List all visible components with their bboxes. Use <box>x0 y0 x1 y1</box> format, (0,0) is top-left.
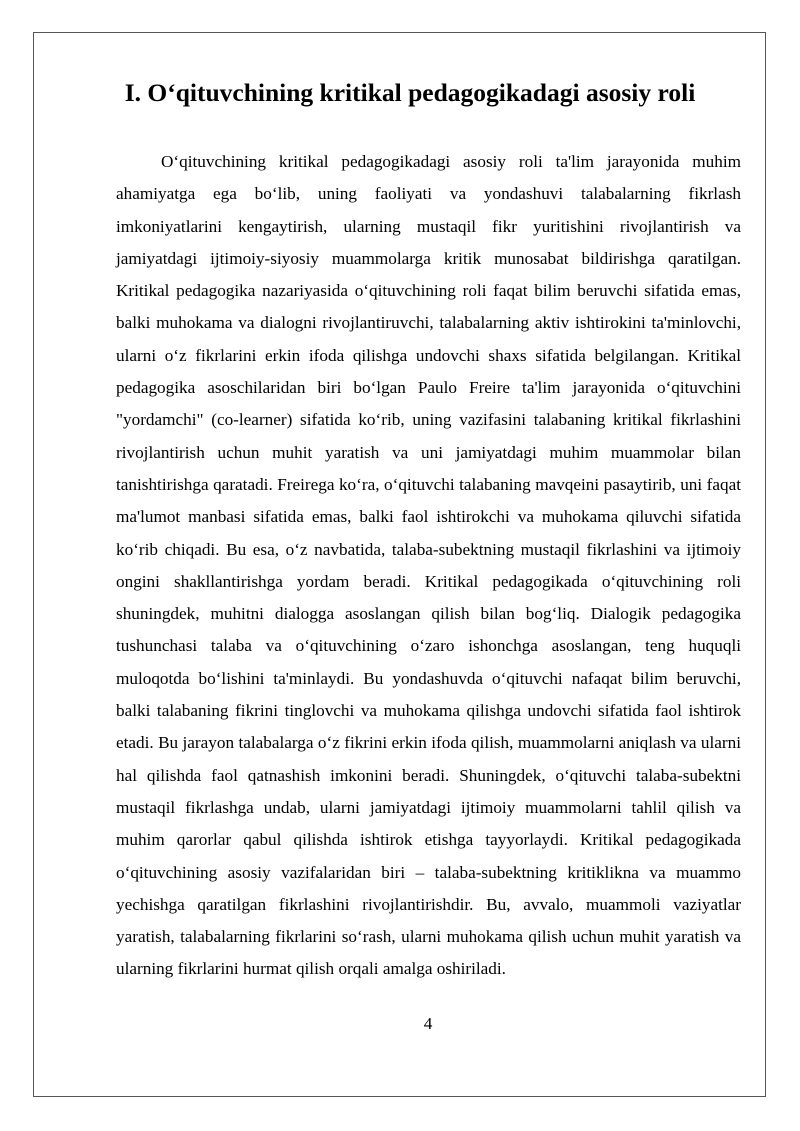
section-title: I. O‘qituvchining kritikal pedagogikadagi asosiy roli <box>124 78 696 107</box>
body-paragraph: O‘qituvchining kritikal pedagogikadagi asosiy roli ta'lim jarayonida muhim ahamiyatga ega bo‘lib, uning faoliyati va yondashuvi talabalarning fikrlash imkoniyatlarini kengaytirish, ularning mustaqil fikr yuritishini rivojlantirish va jamiyatdagi ijtimoiy-siyosiy muammolarga kritik munosabat bildirishga qaratilgan. Kritikal pedagogika nazariyasida o‘qituvchining roli faqat bilim beruvchi sifatida emas, balki muhokama va dialogni rivojlantiruvchi, talabalarning aktiv ishtirokini ta'minlovchi, ularni o‘z fikrlarini erkin ifoda qilishga undovchi shaxs sifatida belgilangan. Kritikal pedagogika asoschilaridan biri bo‘lgan Paulo Freire ta'lim jarayonida o‘qituvchini "yordamchi" (co-learner) sifatida ko‘rib, uning vazifasini talabaning kritikal fikrlashini rivojlantirish uchun muhit yaratish va uni jamiyatdagi muhim muammolar bilan tanishtirishga qaratadi. Freirega ko‘ra, o‘qituvchi talabaning mavqeini pasaytirib, uni faqat ma'lumot manbasi sifatida emas, balki faol ishtirokchi va muhokama qiluvchi sifatida ko‘rib chiqadi. Bu esa, o‘z navbatida, talaba-subektning mustaqil fikrlashini va ijtimoiy ongini shakllantirishga yordam beradi. Kritikal pedagogikada o‘qituvchining roli shuningdek, muhitni dialogga asoslangan qilish bilan bog‘liq. Dialogik pedagogika tushunchasi talaba va o‘qituvchining o‘zaro ishonchga asoslangan, teng huquqli muloqotda bo‘lishini ta'minlaydi. Bu yondashuvda o‘qituvchi nafaqat bilim beruvchi, balki talabaning fikrini tinglovchi va muhokama qilishga undovchi sifatida faol ishtirok etadi. Bu jarayon talabalarga o‘z fikrini erkin ifoda qilish, muammolarni aniqlash va ularni hal qilishda faol qatnashish imkonini beradi. Shuningdek, o‘qituvchi talaba-subektni mustaqil fikrlashga undab, ularni jamiyatdagi ijtimoiy muammolarni tahlil qilish va muhim qarorlar qabul qilishda ishtirok etishga tayyorlaydi. Kritikal pedagogikada o‘qituvchining asosiy vazifalaridan biri – talaba-subektning kritiklikna va muammo yechishga qaratilgan fikrlashini rivojlantirishdir. Bu, avvalo, muammoli vaziyatlar yaratish, talabalarning fikrlarini so‘rash, ularni muhokama qilish uchun muhit yaratish va ularning fikrlarini hurmat qilish orqali amalga oshiriladi. <box>116 152 741 979</box>
page-number: 4 <box>423 1014 433 1033</box>
